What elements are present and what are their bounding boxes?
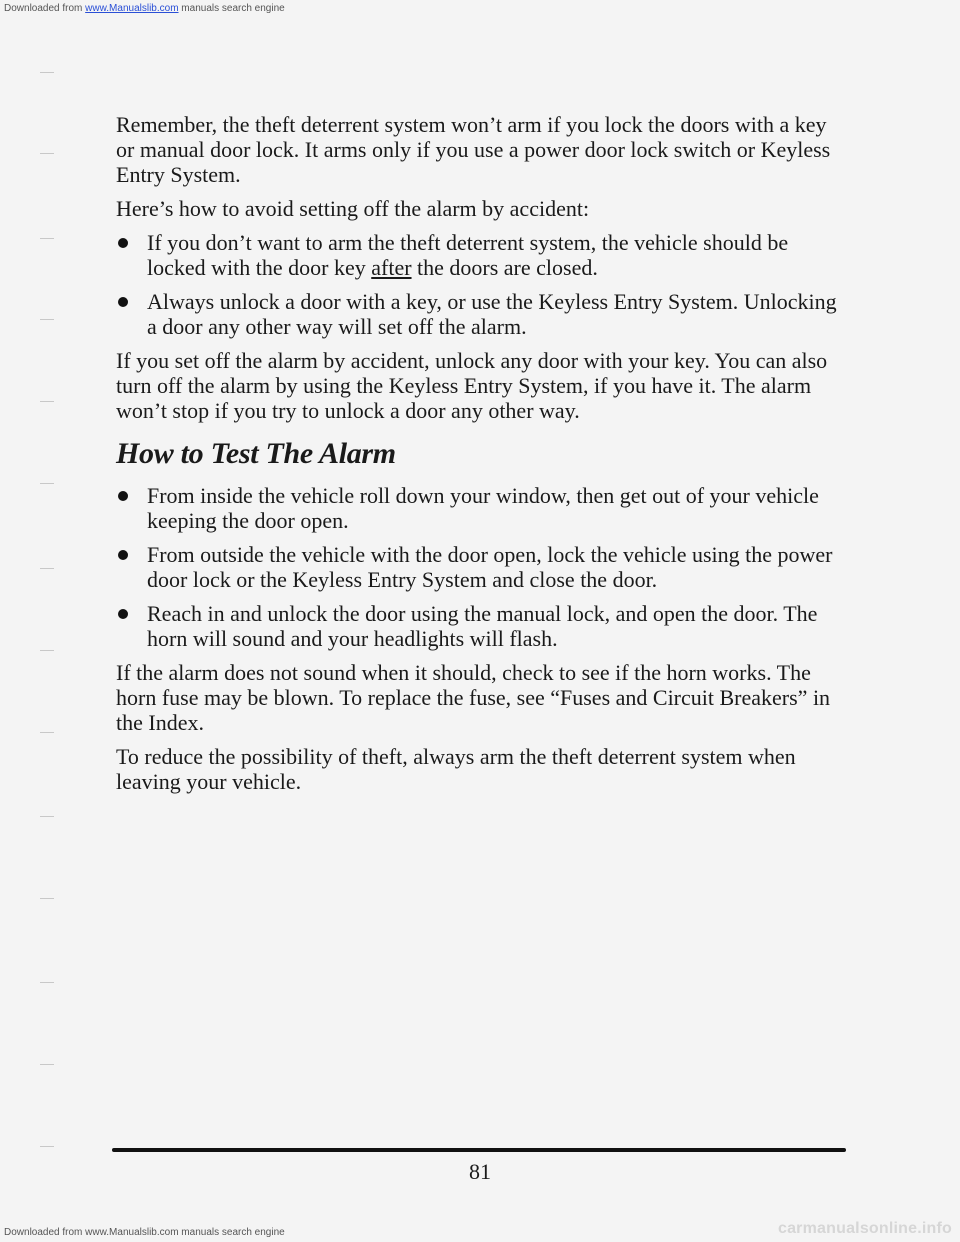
bullet-dot-icon [118,238,128,248]
bullet-dot-icon [118,550,128,560]
margin-tick [40,898,54,899]
alarm-off-paragraph: If you set off the alarm by accident, unlock any door with your key. You can also turn off the alarm by using the Keyless Entry System, if you have it. The alarm won’t stop if you try to unlock a door any other way. [116,348,828,423]
bullet-text-end: the doors are closed. [411,255,598,280]
site-watermark: carmanualsonline.info [777,1220,952,1237]
list-item [116,483,846,533]
bullet-text: If you don’t want to arm the theft deterrent system, the vehicle should be locked with the door key [147,230,789,280]
bullet-dot-icon [118,297,128,307]
source-suffix: manuals search engine [178,1227,285,1238]
manualslib-link[interactable]: www.Manualslib.com [85,3,179,14]
manual-page-body [116,112,846,803]
margin-tick [40,483,54,484]
list-item [116,230,846,280]
manualslib-link[interactable]: www.Manualslib.com [85,1227,179,1238]
test-steps-list [116,483,846,651]
download-source-note-footer [4,1227,285,1238]
bullet-text: From inside the vehicle roll down your window, then get out of your vehicle keeping the door open. [147,483,819,533]
section-heading: How to Test The Alarm [116,437,396,470]
bullet-dot-icon [118,491,128,501]
margin-tick [40,1064,54,1065]
source-suffix: manuals search engine [178,3,285,14]
bullet-text: Reach in and unlock the door using the manual lock, and open the door. The horn will sound and your headlights will flash. [147,601,818,651]
margin-tick [40,816,54,817]
footer-rule [112,1148,846,1152]
theft-reduction-paragraph: To reduce the possibility of theft, always arm the theft deterrent system when leaving your vehicle. [116,744,796,794]
page-number: 81 [469,1159,491,1184]
bullet-text: From outside the vehicle with the door open, lock the vehicle using the power door lock or the Keyless Entry System and close the door. [147,542,833,592]
list-item [116,601,846,651]
source-prefix: Downloaded from [4,3,86,14]
bullet-text: Always unlock a door with a key, or use the Keyless Entry System. Unlocking a door any other way will set off the alarm. [147,289,837,339]
margin-tick [40,1146,54,1147]
margin-tick [40,568,54,569]
margin-tick [40,72,54,73]
avoid-alarm-list [116,230,846,339]
list-item [116,289,846,339]
margin-tick [40,732,54,733]
margin-tick [40,153,54,154]
bullet-dot-icon [118,609,128,619]
horn-check-paragraph: If the alarm does not sound when it should, check to see if the horn works. The horn fuse may be blown. To replace the fuse, see “Fuses and Circuit Breakers” in the Index. [116,660,831,735]
arming-note-paragraph: Remember, the theft deterrent system won’t arm if you lock the doors with a key or manual door lock. It arms only if you use a power door lock switch or Keyless Entry System. [116,112,831,187]
source-prefix: Downloaded from [4,1227,86,1238]
margin-tick [40,319,54,320]
download-source-note [4,3,285,14]
underlined-after: after [371,255,412,280]
margin-tick [40,982,54,983]
list-item [116,542,846,592]
margin-tick [40,238,54,239]
margin-tick [40,401,54,402]
margin-tick [40,650,54,651]
avoid-alarm-intro: Here’s how to avoid setting off the alarm by accident: [116,196,590,221]
